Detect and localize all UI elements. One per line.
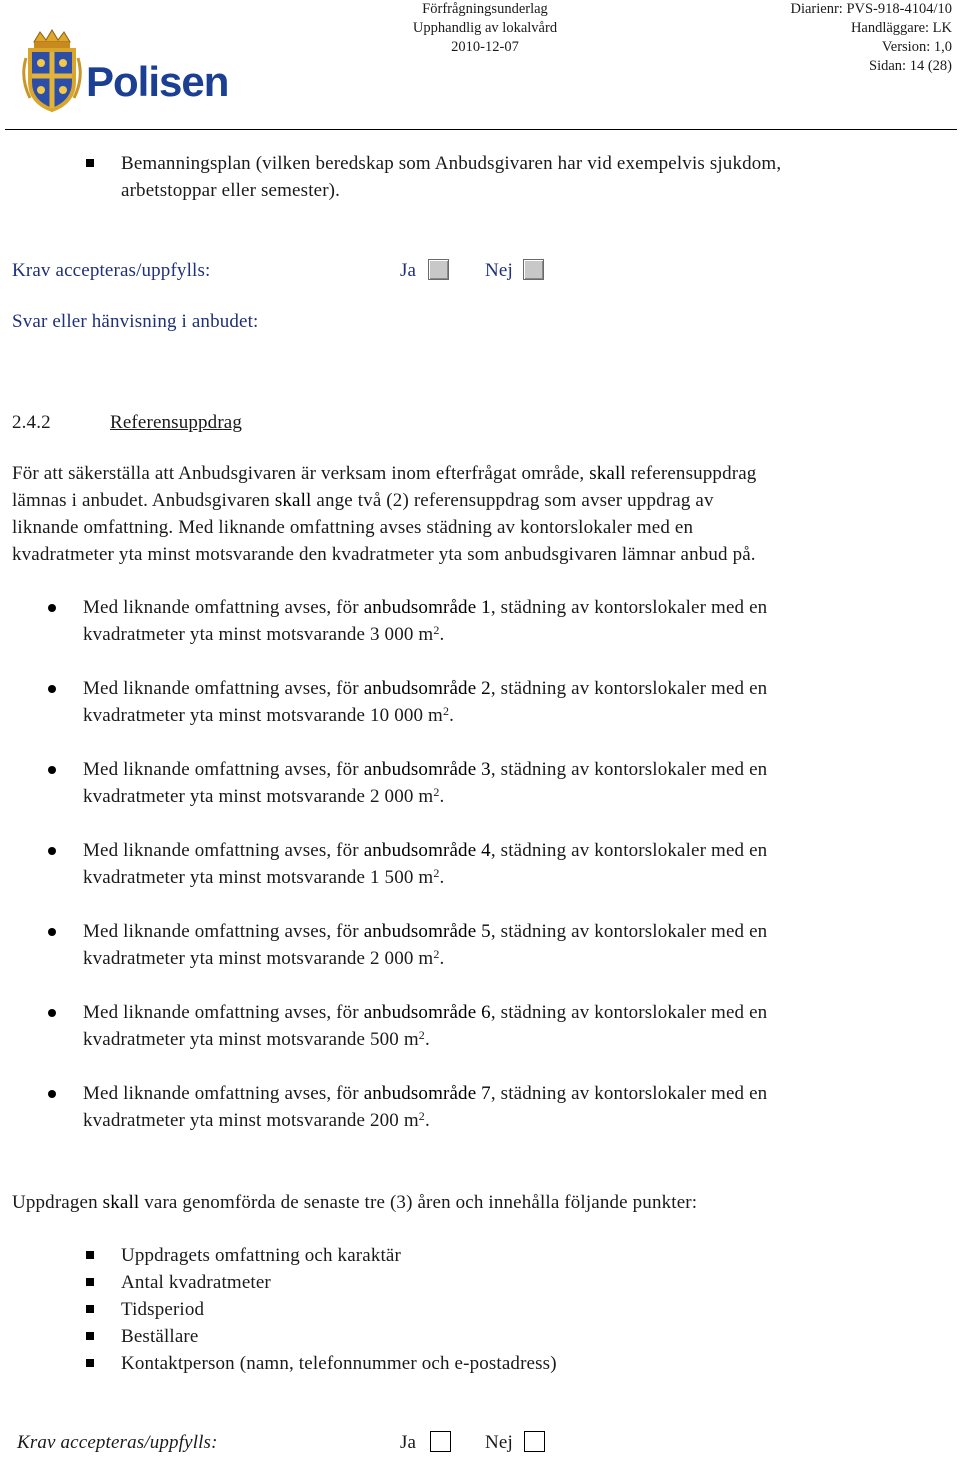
section-number: 2.4.2 (12, 412, 51, 433)
staffing-plan-line2: arbetstoppar eller semester). (121, 180, 341, 201)
area-unit: m (413, 948, 434, 969)
area-name: anbudsområde 3 (363, 759, 491, 780)
header-date: 2010-12-07 (451, 39, 519, 55)
area-period: . (439, 948, 445, 969)
area-requirement-line2 (83, 783, 444, 810)
header-handler: Handläggare: LK (850, 20, 952, 36)
area-unit-exponent: 2 (433, 785, 440, 799)
area-min-size: 3 000 (370, 624, 414, 645)
area-requirement-line1 (83, 675, 767, 702)
area-unit: m (423, 705, 443, 726)
area-period: . (439, 786, 445, 807)
area-unit-exponent: 2 (443, 704, 450, 718)
intro-text: referensuppdrag (625, 463, 757, 484)
area-min-size: 10 000 (370, 705, 424, 726)
yes-label-2: Ja (400, 1432, 417, 1453)
area-min-size: 2 000 (370, 786, 414, 807)
area-min-size: 200 (370, 1110, 399, 1131)
header-page: Sidan: 14 (28) (869, 58, 952, 74)
square-bullet (86, 1332, 94, 1340)
reference-point-item: Tidsperiod (121, 1299, 205, 1320)
area-name: anbudsområde 5 (363, 921, 491, 942)
area-name: anbudsområde 2 (363, 678, 491, 699)
area-period: . (449, 705, 455, 726)
area-unit-exponent: 2 (433, 947, 440, 961)
area-text: , städning av kontorslokaler med en (490, 921, 768, 942)
area-text: , städning av kontorslokaler med en (490, 1002, 768, 1023)
area-text: kvadratmeter yta minst motsvarande (83, 948, 370, 969)
header-version: Version: 1,0 (881, 39, 952, 55)
round-bullet (48, 847, 56, 855)
area-requirement-line2 (83, 702, 454, 729)
area-requirement-line1 (83, 1080, 767, 1107)
round-bullet (48, 928, 56, 936)
intro-line3: liknande omfattning. Med liknande omfattning avses städning av kontorslokaler med en (12, 517, 694, 538)
intro-line4: kvadratmeter yta minst motsvarande den kvadratmeter yta som anbudsgivaren lämnar anbud på. (12, 544, 756, 565)
area-requirement-line1 (83, 918, 767, 945)
area-text: kvadratmeter yta minst motsvarande (83, 624, 370, 645)
keyword-skall: skall (102, 1192, 140, 1213)
square-bullet (86, 1278, 94, 1286)
intro-line1 (12, 460, 756, 487)
requirement-text: vara genomförda de senaste tre (3) åren och innehålla följande punkter: (139, 1192, 698, 1213)
area-unit: m (398, 1110, 419, 1131)
area-min-size: 2 000 (370, 948, 414, 969)
area-requirement-line2 (83, 1026, 430, 1053)
area-name: anbudsområde 6 (363, 1002, 491, 1023)
area-unit-exponent: 2 (418, 1109, 425, 1123)
area-unit-exponent: 2 (433, 866, 440, 880)
area-unit: m (413, 786, 434, 807)
area-unit: m (398, 1029, 419, 1050)
yes-checkbox-2[interactable] (430, 1431, 451, 1452)
intro-text: För att säkerställa att Anbudsgivaren är verksam inom efterfrågat område, (12, 463, 590, 484)
area-name: anbudsområde 7 (363, 1083, 491, 1104)
requirement-sentence (12, 1189, 697, 1216)
header-rule (5, 129, 957, 130)
area-text: Med liknande omfattning avses, för (83, 840, 364, 861)
area-text: kvadratmeter yta minst motsvarande (83, 1029, 370, 1050)
area-text: Med liknande omfattning avses, för (83, 597, 364, 618)
square-bullet (86, 1251, 94, 1259)
area-text: kvadratmeter yta minst motsvarande (83, 867, 370, 888)
area-text: Med liknande omfattning avses, för (83, 921, 364, 942)
area-name: anbudsområde 4 (363, 840, 491, 861)
square-bullet (86, 159, 94, 167)
area-min-size: 1 500 (370, 867, 414, 888)
intro-text: ange två (2) referensuppdrag som avser uppdrag av (311, 490, 714, 511)
round-bullet (48, 1090, 56, 1098)
no-checkbox-2[interactable] (524, 1431, 545, 1452)
area-unit: m (413, 624, 434, 645)
area-text: , städning av kontorslokaler med en (490, 840, 768, 861)
area-requirement-line1 (83, 756, 767, 783)
area-requirement-line2 (83, 1107, 430, 1134)
area-text: kvadratmeter yta minst motsvarande (83, 1110, 370, 1131)
section-title: Referensuppdrag (110, 412, 243, 433)
area-requirement-line1 (83, 594, 767, 621)
square-bullet (86, 1305, 94, 1313)
reference-point-item: Uppdragets omfattning och karaktär (121, 1245, 401, 1266)
round-bullet (48, 766, 56, 774)
area-unit: m (413, 867, 434, 888)
area-min-size: 500 (370, 1029, 399, 1050)
no-checkbox[interactable] (523, 259, 544, 280)
reference-point-item: Beställare (121, 1326, 199, 1347)
area-unit-exponent: 2 (418, 1028, 425, 1042)
intro-text: lämnas i anbudet. Anbudsgivaren (12, 490, 275, 511)
area-text: kvadratmeter yta minst motsvarande (83, 786, 370, 807)
area-unit-exponent: 2 (433, 623, 440, 637)
logo-wordmark: Polisen (86, 58, 229, 105)
header-diary-no: Diarienr: PVS-918-4104/10 (790, 1, 952, 17)
area-text: kvadratmeter yta minst motsvarande (83, 705, 370, 726)
area-period: . (439, 867, 445, 888)
keyword-skall: skall (589, 463, 626, 484)
reference-point-item: Antal kvadratmeter (121, 1272, 271, 1293)
no-label-2: Nej (485, 1432, 513, 1453)
header-procurement: Upphandlig av lokalvård (412, 20, 558, 36)
square-bullet (86, 1359, 94, 1367)
header-right (722, 0, 952, 76)
area-text: , städning av kontorslokaler med en (490, 597, 768, 618)
area-period: . (424, 1029, 430, 1050)
reference-point-item: Kontaktperson (namn, telefonnummer och e-postadress) (121, 1353, 557, 1374)
header-center (400, 0, 570, 57)
area-text: Med liknande omfattning avses, för (83, 1002, 364, 1023)
area-text: Med liknande omfattning avses, för (83, 759, 364, 780)
requirement-accepted-label: Krav accepteras/uppfylls: (12, 260, 211, 281)
round-bullet (48, 1009, 56, 1017)
round-bullet (48, 604, 56, 612)
no-label: Nej (485, 260, 513, 281)
area-requirement-line2 (83, 945, 444, 972)
area-requirement-line2 (83, 621, 444, 648)
yes-label: Ja (400, 260, 417, 281)
yes-checkbox[interactable] (428, 259, 449, 280)
area-text: Med liknande omfattning avses, för (83, 1083, 364, 1104)
round-bullet (48, 685, 56, 693)
area-period: . (424, 1110, 430, 1131)
keyword-skall: skall (274, 490, 312, 511)
area-text: , städning av kontorslokaler med en (490, 759, 768, 780)
area-requirement-line2 (83, 864, 444, 891)
area-requirement-line1 (83, 999, 767, 1026)
area-text: Med liknande omfattning avses, för (83, 678, 364, 699)
area-text: , städning av kontorslokaler med en (490, 1083, 768, 1104)
area-text: , städning av kontorslokaler med en (490, 678, 768, 699)
requirement-text: Uppdragen (12, 1192, 103, 1213)
area-name: anbudsområde 1 (363, 597, 491, 618)
answer-reference-label: Svar eller hänvisning i anbudet: (12, 311, 259, 332)
area-requirement-line1 (83, 837, 767, 864)
header-doc-type: Förfrågningsunderlag (422, 1, 548, 17)
intro-line2 (12, 487, 714, 514)
staffing-plan-line1: Bemanningsplan (vilken beredskap som Anbudsgivaren har vid exempelvis sjukdom, (121, 153, 782, 174)
area-period: . (439, 624, 445, 645)
requirement-accepted-label-2: Krav accepteras/uppfylls: (17, 1432, 218, 1453)
